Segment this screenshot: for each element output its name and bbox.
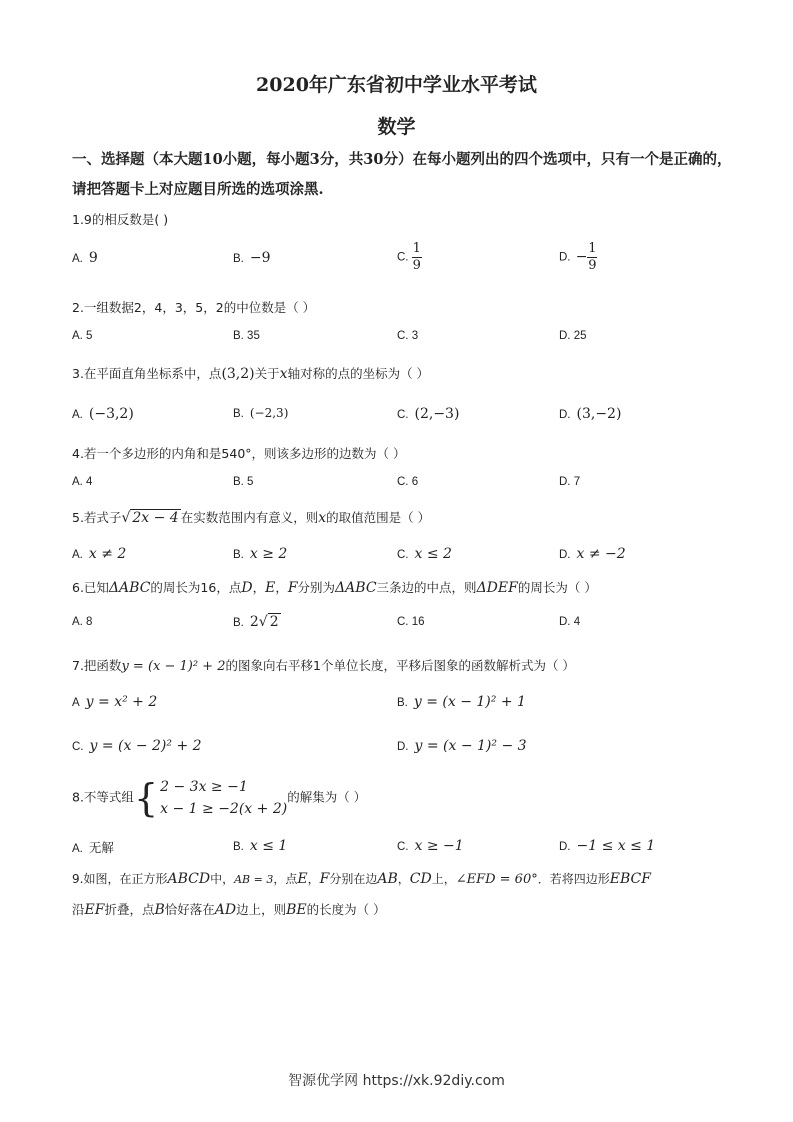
q1-option-a[interactable]: A. 9	[72, 250, 98, 266]
q6-option-a[interactable]: A. 8	[72, 616, 93, 628]
question-9-stem-line1: 9.如图，在正方形ABCD中，AB = 3，点E，F分别在边AB，CD上，∠EFD = 60°．若将四边形EBCF	[72, 871, 651, 887]
q8-option-a[interactable]: A. 无解	[72, 840, 114, 855]
question-4-stem: 4.若一个多边形的内角和是540°，则该多边形的边数为（ ）	[72, 446, 406, 461]
sqrt-expression: √ 2x − 4	[121, 510, 179, 526]
q6-option-d[interactable]: D. 4	[559, 616, 581, 628]
q3-option-d[interactable]: D. (3,−2)	[559, 406, 622, 422]
q4-option-b[interactable]: B. 5	[233, 476, 254, 488]
q1-option-c[interactable]: C. $\frac{1}{9}$	[397, 241, 421, 273]
q7-option-b[interactable]: B. y = (x − 1)² + 1	[397, 694, 526, 710]
q1-option-d[interactable]: D. − $\frac{1}{9}$	[559, 241, 597, 273]
q5-option-d[interactable]: D. x ≠ −2	[559, 546, 626, 562]
q8-option-d[interactable]: D. −1 ≤ x ≤ 1	[559, 838, 656, 854]
fraction: $\frac{1}{9}$	[412, 241, 421, 273]
page-title: 2020年广东省初中学业水平考试	[256, 74, 537, 96]
question-8-stem: 8.不等式组 { 2 − 3x ≥ −1 x − 1 ≥ −2(x + 2) 的解集为（ ）	[72, 776, 367, 820]
question-5-stem: 5.若式子√ 2x − 4 在实数范围内有意义，则x的取值范围是（ ）	[72, 510, 431, 526]
footer-watermark: 智源优学网 https://xk.92diy.com	[288, 1073, 505, 1089]
fraction: $\frac{1}{9}$	[588, 241, 597, 273]
q3-option-a[interactable]: A. (−3,2)	[72, 406, 134, 422]
q8-option-b[interactable]: B. x ≤ 1	[233, 838, 288, 854]
q6-option-b[interactable]: B. 2√ 2	[233, 614, 279, 630]
q7-option-a[interactable]: A y = x² + 2	[72, 694, 158, 710]
q4-option-a[interactable]: A. 4	[72, 476, 93, 488]
question-7-stem: 7.把函数y = (x − 1)² + 2的图象向右平移1个单位长度，平移后图象的函数解析式为（ ）	[72, 658, 575, 674]
q5-option-b[interactable]: B. x ≥ 2	[233, 546, 288, 562]
q8-option-c[interactable]: C. x ≥ −1	[397, 838, 464, 854]
page-subtitle: 数学	[377, 116, 416, 138]
q3-option-b[interactable]: B. (−2,3)	[233, 406, 289, 420]
q7-option-c[interactable]: C. y = (x − 2)² + 2	[72, 738, 202, 754]
section-instructions: 一、选择题（本大题10小题，每小题3分，共30分）在每小题列出的四个选项中，只有一个是正确的，请把答题卡上对应题目所选的选项涂黑.	[72, 151, 732, 198]
q2-option-b[interactable]: B. 35	[233, 330, 260, 342]
question-3-stem: 3.在平面直角坐标系中，点(3,2)关于x轴对称的点的坐标为（ ）	[72, 366, 430, 382]
q6-option-c[interactable]: C. 16	[397, 616, 425, 628]
q2-option-a[interactable]: A. 5	[72, 330, 93, 342]
question-9-stem-line2: 沿EF折叠，点B恰好落在AD边上，则BE的长度为（ ）	[72, 902, 386, 918]
q4-option-d[interactable]: D. 7	[559, 476, 581, 488]
q5-option-a[interactable]: A. x ≠ 2	[72, 546, 127, 562]
q2-option-c[interactable]: C. 3	[397, 330, 419, 342]
question-6-stem: 6.已知ΔABC的周长为16，点D，E，F分别为ΔABC三条边的中点，则ΔDEF的周长为（ ）	[72, 580, 597, 596]
q5-option-c[interactable]: C. x ≤ 2	[397, 546, 452, 562]
question-1-stem: 1.9的相反数是( )	[72, 212, 169, 227]
q1-option-b[interactable]: B. −9	[233, 250, 271, 266]
q2-option-d[interactable]: D. 25	[559, 330, 587, 342]
q3-option-c[interactable]: C. (2,−3)	[397, 406, 460, 422]
q7-option-d[interactable]: D. y = (x − 1)² − 3	[397, 738, 527, 754]
sqrt-expression: √ 2	[258, 614, 279, 630]
inequality-system: { 2 − 3x ≥ −1 x − 1 ≥ −2(x + 2)	[133, 776, 288, 820]
question-2-stem: 2.一组数据2，4，3，5，2的中位数是（ ）	[72, 300, 316, 315]
q4-option-c[interactable]: C. 6	[397, 476, 419, 488]
